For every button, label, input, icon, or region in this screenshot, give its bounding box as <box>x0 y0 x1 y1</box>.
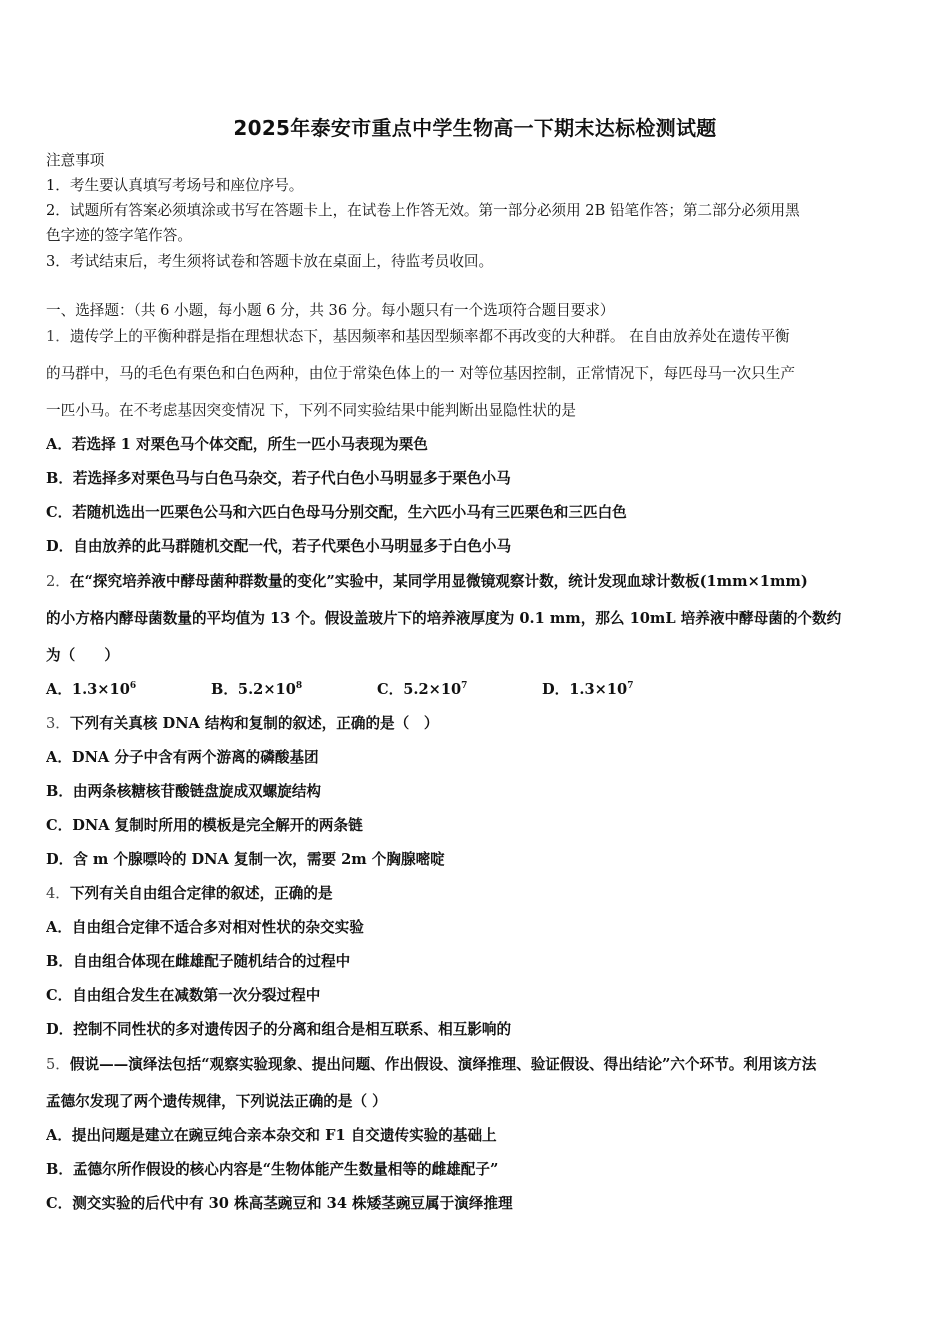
question-number: 2． <box>46 573 70 590</box>
question-number: 5． <box>46 1056 70 1073</box>
option-d: D．自由放养的此马群随机交配一代，若子代栗色小马明显多于白色小马 <box>46 538 512 555</box>
option-a: A．提出问题是建立在豌豆纯合亲本杂交和 F1 自交遗传实验的基础上 <box>46 1127 497 1144</box>
question-text: 下列有关自由组合定律的叙述，正确的是 <box>69 885 333 902</box>
option-c: C．$5.2\times 10^7$ <box>377 681 468 698</box>
question-1-line: 一匹小马。在不考虑基因突变情况 下，下列不同实验结果中能判断出显隐性状的是 <box>46 402 577 419</box>
section-heading: 一、选择题：（共 6 小题，每小题 6 分，共 36 分。每小题只有一个选项符合题目要求） <box>46 302 615 319</box>
question-number: 3． <box>46 715 70 732</box>
question-5-line: 孟德尔发现了两个遗传规律，下列说法正确的是（ ） <box>46 1093 387 1110</box>
option-a: A．若选择 1 对栗色马个体交配，所生一匹小马表现为栗色 <box>46 436 428 453</box>
option-b: B．孟德尔所作假设的核心内容是“生物体能产生数量相等的雌雄配子” <box>46 1161 499 1178</box>
option-b: B．若选择多对栗色马与白色马杂交，若子代白色小马明显多于栗色小马 <box>46 470 511 487</box>
option-d: D．含 m 个腺嘌呤的 DNA 复制一次，需要 2m 个胸腺嘧啶 <box>46 851 445 868</box>
question-5-line <box>46 1055 906 1075</box>
option-a: A．DNA 分子中含有两个游离的磷酸基团 <box>46 749 319 766</box>
question-text: 假说——演绎法包括“观察实验现象、提出问题、作出假设、演绎推理、验证假设、得出结论”六个环节。利用该方法 <box>69 1056 817 1073</box>
question-1-line: 的马群中，马的毛色有栗色和白色两种，由位于常染色体上的一 对等位基因控制，正常情况下，每匹母马一次只生产 <box>46 365 795 382</box>
option-c: C．测交实验的后代中有 30 株高茎豌豆和 34 株矮茎豌豆属于演绎推理 <box>46 1195 513 1212</box>
question-number: 4． <box>46 885 70 902</box>
question-2-line: 的小方格内酵母菌数量的平均值为 13 个。假设盖玻片下的培养液厚度为 0.1 mm，那么 10mL 培养液中酵母菌的个数约 <box>46 610 842 627</box>
option-d: D．控制不同性状的多对遗传因子的分离和组合是相互联系、相互影响的 <box>46 1021 512 1038</box>
question-4-line <box>46 884 906 904</box>
notice-heading: 注意事项 <box>46 152 105 169</box>
notice-item: 2．试题所有答案必须填涂或书写在答题卡上，在试卷上作答无效。第一部分必须用 2B 铅笔作答；第二部分必须用黑 <box>46 202 800 219</box>
question-text: 下列有关真核 DNA 结构和复制的叙述，正确的是（ ） <box>69 715 439 732</box>
option-b: B．$5.2\times 10^8$ <box>211 681 303 698</box>
page-title: 2025年泰安市重点中学生物高一下期末达标检测试题 <box>233 116 717 140</box>
notice-item: 色字迹的签字笔作答。 <box>46 227 192 244</box>
option-b: B．由两条核糖核苷酸链盘旋成双螺旋结构 <box>46 783 322 800</box>
question-2-line <box>46 572 906 592</box>
option-d: D．$1.3\times 10^7$ <box>542 681 634 698</box>
notice-item: 3．考试结束后，考生须将试卷和答题卡放在桌面上，待监考员收回。 <box>46 253 494 270</box>
question-2-options <box>46 680 906 702</box>
option-b: B．自由组合体现在雌雄配子随机结合的过程中 <box>46 953 351 970</box>
question-3-line <box>46 714 906 734</box>
question-text: 遗传学上的平衡种群是指在理想状态下，基因频率和基因型频率都不再改变的大种群。 在自由放养处在遗传平衡 <box>69 328 790 345</box>
option-c: C．DNA 复制时所用的模板是完全解开的两条链 <box>46 817 363 834</box>
option-a: A．自由组合定律不适合多对相对性状的杂交实验 <box>46 919 364 936</box>
question-text: 在“探究培养液中酵母菌种群数量的变化”实验中，某同学用显微镜观察计数，统计发现血球计数板(1mm×1mm) <box>69 573 808 590</box>
option-c: C．若随机选出一匹栗色公马和六匹白色母马分别交配，生六匹小马有三匹栗色和三匹白色 <box>46 504 627 521</box>
question-2-line: 为（ ） <box>46 647 119 664</box>
question-1-line <box>46 327 906 347</box>
notice-item: 1．考生要认真填写考场号和座位序号。 <box>46 177 304 194</box>
option-c: C．自由组合发生在减数第一次分裂过程中 <box>46 987 321 1004</box>
question-number: 1． <box>46 328 70 345</box>
option-a: A．$1.3\times 10^6$ <box>46 681 137 698</box>
